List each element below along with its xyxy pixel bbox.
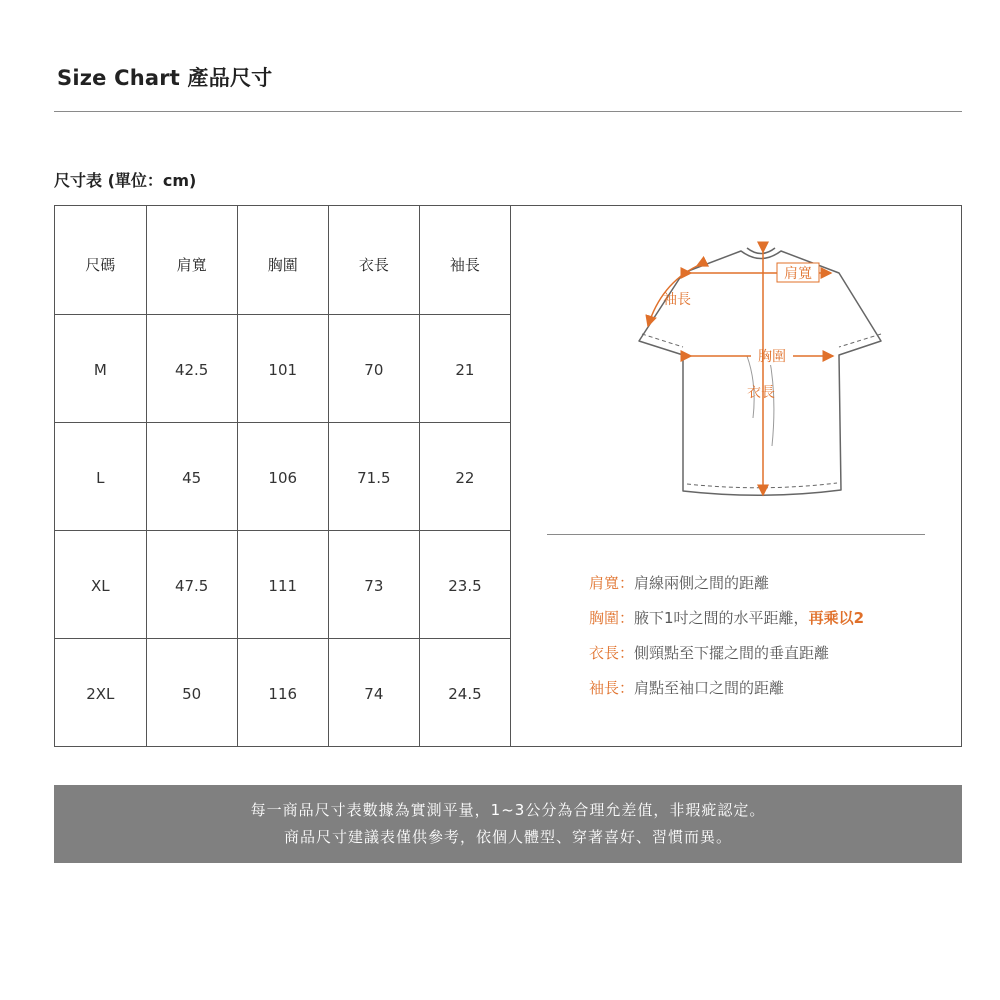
table-cell: XL [55, 530, 146, 638]
table-row [55, 638, 511, 746]
table-row [55, 422, 511, 530]
note-term: 衣長： [589, 644, 635, 662]
table-cell: L [55, 422, 146, 530]
page-title: Size Chart 產品尺寸 [57, 66, 273, 90]
note-term: 胸圍： [589, 609, 635, 627]
note-text: 肩點至袖口之間的距離 [634, 679, 785, 697]
table-cell: 106 [237, 422, 328, 530]
table-cell: 22 [419, 422, 510, 530]
table-cell: 2XL [55, 638, 146, 746]
tshirt-measurement-diagram [511, 206, 961, 526]
table-cell: 101 [237, 314, 328, 422]
note-text: 側頸點至下擺之間的垂直距離 [634, 644, 830, 662]
table-caption: 尺寸表 (單位：cm) [54, 171, 197, 190]
disclaimer-line: 每一商品尺寸表數據為實測平量，1~3公分為合理允差值，非瑕疵認定。 [250, 801, 766, 819]
size-chart-frame [54, 205, 962, 747]
note-text: 腋下1吋之間的水平距離， [634, 609, 809, 627]
table-cell: 71.5 [328, 422, 419, 530]
note-term: 肩寬： [589, 574, 635, 592]
title-divider [54, 111, 962, 112]
column-header-sleeve: 袖長 [419, 206, 510, 314]
column-header-size: 尺碼 [55, 206, 146, 314]
disclaimer-banner [54, 785, 962, 863]
chest-label: 胸圍 [758, 349, 786, 365]
table-cell: 111 [237, 530, 328, 638]
sleeve-label: 袖長 [663, 292, 691, 308]
table-cell: 23.5 [419, 530, 510, 638]
table-cell: M [55, 314, 146, 422]
column-header-length: 衣長 [328, 206, 419, 314]
list-item [589, 607, 864, 642]
table-cell: 73 [328, 530, 419, 638]
list-item [589, 572, 864, 607]
list-item [589, 677, 864, 712]
table-cell: 70 [328, 314, 419, 422]
table-cell: 42.5 [146, 314, 237, 422]
note-term: 袖長： [589, 679, 635, 697]
panel-divider [547, 534, 925, 535]
shoulder-label: 肩寬 [784, 266, 812, 282]
length-label: 衣長 [747, 385, 775, 401]
list-item [589, 642, 864, 677]
measurement-panel [511, 206, 961, 746]
table-cell: 47.5 [146, 530, 237, 638]
table-row [55, 314, 511, 422]
table-row [55, 530, 511, 638]
table-cell: 74 [328, 638, 419, 746]
column-header-shoulder: 肩寬 [146, 206, 237, 314]
size-table [55, 206, 511, 746]
table-cell: 45 [146, 422, 237, 530]
table-cell: 21 [419, 314, 510, 422]
note-text: 肩線兩側之間的距離 [634, 574, 770, 592]
tshirt-icon [639, 248, 881, 495]
table-header-row [55, 206, 511, 314]
note-emphasis: 再乘以2 [808, 609, 864, 627]
table-cell: 50 [146, 638, 237, 746]
measurement-notes [589, 572, 864, 712]
disclaimer-line: 商品尺寸建議表僅供參考，依個人體型、穿著喜好、習慣而異。 [283, 828, 732, 846]
column-header-chest: 胸圍 [237, 206, 328, 314]
table-cell: 24.5 [419, 638, 510, 746]
table-cell: 116 [237, 638, 328, 746]
